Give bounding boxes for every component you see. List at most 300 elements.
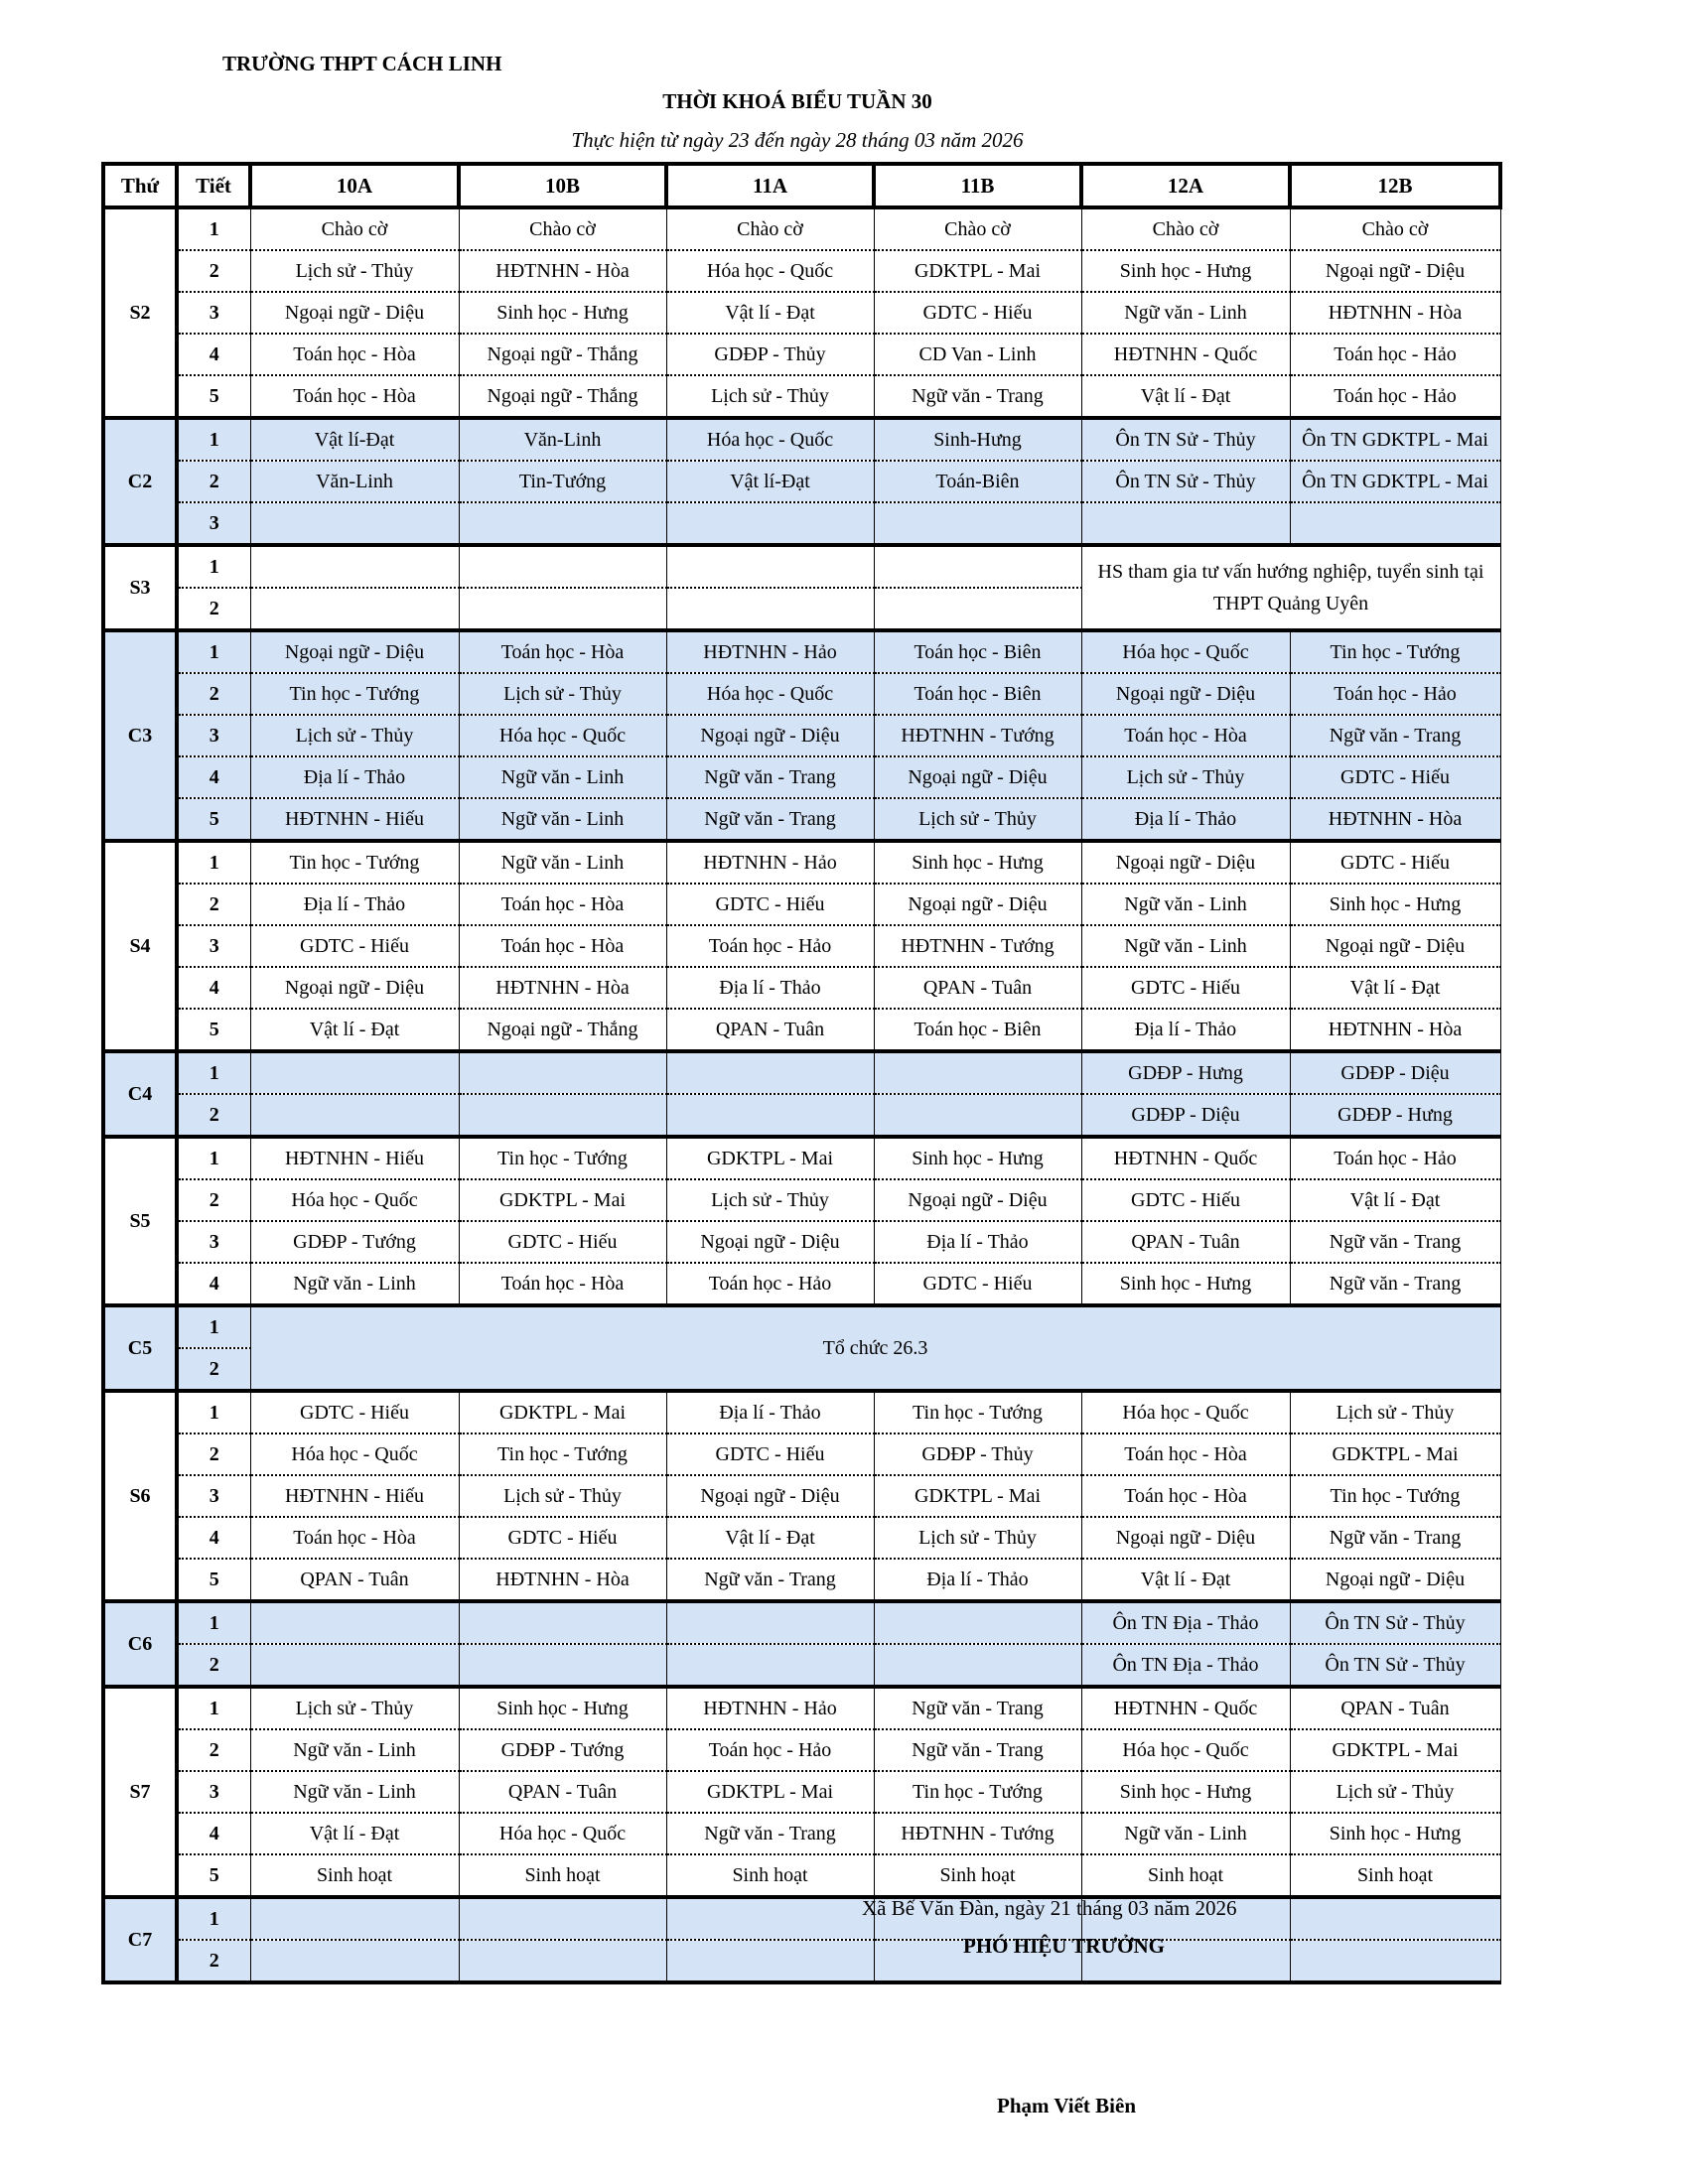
lesson-cell-12a: Vật lí - Đạt — [1081, 1559, 1290, 1601]
lesson-cell-11b: Toán học - Biên — [874, 1009, 1081, 1051]
lesson-cell-12b: Ngoại ngữ - Diệu — [1290, 250, 1500, 292]
lesson-cell-11b: Toán học - Biên — [874, 673, 1081, 715]
lesson-cell-10b: GDKTPL - Mai — [459, 1179, 666, 1221]
lesson-cell-10a: Lịch sử - Thủy — [250, 715, 459, 756]
lesson-cell-12a: GDĐP - Diệu — [1081, 1094, 1290, 1137]
lesson-cell-12b: Ngữ văn - Trang — [1290, 1263, 1500, 1305]
lesson-cell-11a — [666, 1601, 874, 1644]
lesson-cell-11b — [874, 588, 1081, 630]
lesson-cell-10b: Lịch sử - Thủy — [459, 1475, 666, 1517]
lesson-cell-10a: GDTC - Hiếu — [250, 925, 459, 967]
table-row — [103, 502, 1500, 545]
lesson-cell-10b — [459, 1601, 666, 1644]
lesson-cell-12b: Ngoại ngữ - Diệu — [1290, 925, 1500, 967]
period-number: 3 — [177, 292, 250, 334]
lesson-cell-12b: Tin học - Tướng — [1290, 1475, 1500, 1517]
lesson-cell-10a: Ngữ văn - Linh — [250, 1263, 459, 1305]
lesson-cell-11a — [666, 1897, 874, 1940]
table-row — [103, 715, 1500, 756]
lesson-cell-10a: Ngoại ngữ - Diệu — [250, 967, 459, 1009]
lesson-cell-11b: Tin học - Tướng — [874, 1391, 1081, 1433]
lesson-cell-10a — [250, 588, 459, 630]
day-label: C7 — [103, 1897, 177, 1982]
lesson-cell-11b: Sinh học - Hưng — [874, 1137, 1081, 1179]
lesson-cell-11b: QPAN - Tuân — [874, 967, 1081, 1009]
lesson-cell-12a: Ôn TN Địa - Thảo — [1081, 1644, 1290, 1687]
lesson-cell-11b: Ngữ văn - Trang — [874, 1687, 1081, 1729]
table-row — [103, 967, 1500, 1009]
table-row — [103, 1433, 1500, 1475]
period-number: 5 — [177, 375, 250, 418]
lesson-cell-12a: HĐTNHN - Quốc — [1081, 334, 1290, 375]
lesson-cell-11a: Ngữ văn - Trang — [666, 1813, 874, 1854]
lesson-cell-12a: Địa lí - Thảo — [1081, 798, 1290, 841]
school-name: TRƯỜNG THPT CÁCH LINH — [222, 52, 502, 75]
lesson-cell-11b: Toán học - Biên — [874, 630, 1081, 673]
lesson-cell-10a: Tin học - Tướng — [250, 673, 459, 715]
period-number: 1 — [177, 1305, 250, 1348]
lesson-cell-11b: HĐTNHN - Tướng — [874, 925, 1081, 967]
lesson-cell-10b: QPAN - Tuân — [459, 1771, 666, 1813]
lesson-cell-10a: Vật lí - Đạt — [250, 1813, 459, 1854]
lesson-cell-11b: Tin học - Tướng — [874, 1771, 1081, 1813]
lesson-cell-11a — [666, 1644, 874, 1687]
lesson-cell-11a: Vật lí - Đạt — [666, 292, 874, 334]
lesson-cell-11b: GDKTPL - Mai — [874, 1475, 1081, 1517]
lesson-cell-10a: Lịch sử - Thủy — [250, 1687, 459, 1729]
table-row — [103, 545, 1500, 588]
period-number: 2 — [177, 1729, 250, 1771]
period-number: 4 — [177, 1813, 250, 1854]
lesson-cell-12a: Vật lí - Đạt — [1081, 375, 1290, 418]
period-number: 1 — [177, 1687, 250, 1729]
lesson-cell-11b: GDKTPL - Mai — [874, 250, 1081, 292]
lesson-cell-11b: GDĐP - Thủy — [874, 1433, 1081, 1475]
lesson-cell-11a: GDTC - Hiếu — [666, 1433, 874, 1475]
table-row — [103, 673, 1500, 715]
lesson-cell-10b: GDTC - Hiếu — [459, 1517, 666, 1559]
period-number: 3 — [177, 925, 250, 967]
lesson-cell-11a: Toán học - Hảo — [666, 925, 874, 967]
lesson-cell-11b: GDTC - Hiếu — [874, 292, 1081, 334]
lesson-cell-11a: GDKTPL - Mai — [666, 1771, 874, 1813]
lesson-cell-12b: Ngữ văn - Trang — [1290, 715, 1500, 756]
period-number: 3 — [177, 502, 250, 545]
table-row — [103, 1517, 1500, 1559]
lesson-cell-12b: HĐTNHN - Hòa — [1290, 798, 1500, 841]
lesson-cell-10a — [250, 1940, 459, 1982]
lesson-cell-10a: HĐTNHN - Hiếu — [250, 798, 459, 841]
lesson-cell-10b: GDTC - Hiếu — [459, 1221, 666, 1263]
lesson-cell-11b: Ngữ văn - Trang — [874, 375, 1081, 418]
lesson-cell-11b: Địa lí - Thảo — [874, 1221, 1081, 1263]
table-row — [103, 1854, 1500, 1897]
lesson-cell-12b — [1290, 1940, 1500, 1982]
lesson-cell-12b: Lịch sử - Thủy — [1290, 1391, 1500, 1433]
lesson-cell-12a: GDĐP - Hưng — [1081, 1051, 1290, 1094]
lesson-cell-12a: Toán học - Hòa — [1081, 715, 1290, 756]
lesson-cell-12a: GDTC - Hiếu — [1081, 1179, 1290, 1221]
table-row — [103, 1263, 1500, 1305]
period-number: 3 — [177, 1221, 250, 1263]
table-row — [103, 461, 1500, 502]
lesson-cell-10a: Lịch sử - Thủy — [250, 250, 459, 292]
lesson-cell-10a: Hóa học - Quốc — [250, 1179, 459, 1221]
lesson-cell-10a: Ngữ văn - Linh — [250, 1729, 459, 1771]
lesson-cell-12b: QPAN - Tuân — [1290, 1687, 1500, 1729]
lesson-cell-11b: Lịch sử - Thủy — [874, 798, 1081, 841]
lesson-cell-12a: Ngoại ngữ - Diệu — [1081, 673, 1290, 715]
table-row — [103, 925, 1500, 967]
lesson-cell-10b: Hóa học - Quốc — [459, 715, 666, 756]
lesson-cell-12a: GDTC - Hiếu — [1081, 967, 1290, 1009]
lesson-cell-12a: Chào cờ — [1081, 207, 1290, 250]
lesson-cell-12b: Ôn TN GDKTPL - Mai — [1290, 418, 1500, 461]
lesson-cell-11b: HĐTNHN - Tướng — [874, 1813, 1081, 1854]
lesson-cell-11a: Hóa học - Quốc — [666, 418, 874, 461]
lesson-cell-10b: Sinh hoạt — [459, 1854, 666, 1897]
lesson-cell-12b: Toán học - Hảo — [1290, 375, 1500, 418]
lesson-cell-12b: Toán học - Hảo — [1290, 334, 1500, 375]
lesson-cell-10a: Văn-Linh — [250, 461, 459, 502]
lesson-cell-11a: Toán học - Hảo — [666, 1729, 874, 1771]
lesson-cell-11b — [874, 1601, 1081, 1644]
lesson-cell-10a: GDĐP - Tướng — [250, 1221, 459, 1263]
table-row — [103, 756, 1500, 798]
table-row — [103, 207, 1500, 250]
day-label: S6 — [103, 1391, 177, 1601]
timetable — [101, 162, 1502, 1984]
lesson-cell-10a: Toán học - Hòa — [250, 375, 459, 418]
lesson-cell-10a: HĐTNHN - Hiếu — [250, 1137, 459, 1179]
lesson-cell-12a: Toán học - Hòa — [1081, 1475, 1290, 1517]
day-label: C4 — [103, 1051, 177, 1137]
lesson-cell-12b: GDKTPL - Mai — [1290, 1433, 1500, 1475]
lesson-cell-10a: HĐTNHN - Hiếu — [250, 1475, 459, 1517]
lesson-cell-11a: Ngữ văn - Trang — [666, 756, 874, 798]
table-row — [103, 1771, 1500, 1813]
lesson-cell-10b: Sinh học - Hưng — [459, 1687, 666, 1729]
period-number: 5 — [177, 1009, 250, 1051]
lesson-cell-12b — [1290, 502, 1500, 545]
lesson-cell-11b: Sinh hoạt — [874, 1854, 1081, 1897]
lesson-cell-10b: GDĐP - Tướng — [459, 1729, 666, 1771]
table-row — [103, 1475, 1500, 1517]
lesson-cell-10b — [459, 545, 666, 588]
lesson-cell-11b: Sinh-Hưng — [874, 418, 1081, 461]
lesson-cell-12b: Toán học - Hảo — [1290, 673, 1500, 715]
lesson-cell-12b: Ngữ văn - Trang — [1290, 1221, 1500, 1263]
table-row — [103, 375, 1500, 418]
lesson-cell-11b — [874, 502, 1081, 545]
lesson-cell-12b: Ôn TN Sử - Thủy — [1290, 1644, 1500, 1687]
lesson-cell-10a: Tin học - Tướng — [250, 841, 459, 884]
col-header-12b: 12B — [1290, 164, 1500, 207]
lesson-cell-12b: HĐTNHN - Hòa — [1290, 1009, 1500, 1051]
lesson-cell-10a — [250, 1051, 459, 1094]
lesson-cell-10b: Lịch sử - Thủy — [459, 673, 666, 715]
table-row — [103, 1729, 1500, 1771]
day-label: C6 — [103, 1601, 177, 1687]
day-label: C2 — [103, 418, 177, 545]
period-number: 4 — [177, 756, 250, 798]
lesson-cell-11b: Ngữ văn - Trang — [874, 1729, 1081, 1771]
lesson-cell-12b: Ngoại ngữ - Diệu — [1290, 1559, 1500, 1601]
lesson-cell-10b: Tin-Tướng — [459, 461, 666, 502]
table-row — [103, 1094, 1500, 1137]
lesson-cell-11a: GDKTPL - Mai — [666, 1137, 874, 1179]
lesson-cell-10b: HĐTNHN - Hòa — [459, 1559, 666, 1601]
lesson-cell-11b — [874, 545, 1081, 588]
table-row — [103, 1687, 1500, 1729]
lesson-cell-11a: Hóa học - Quốc — [666, 673, 874, 715]
lesson-cell-10b: Toán học - Hòa — [459, 1263, 666, 1305]
period-number: 2 — [177, 1644, 250, 1687]
lesson-cell-11a — [666, 1094, 874, 1137]
period-number: 1 — [177, 630, 250, 673]
table-row — [103, 1391, 1500, 1433]
period-number: 2 — [177, 884, 250, 925]
lesson-cell-10a: Vật lí - Đạt — [250, 1009, 459, 1051]
lesson-cell-12a: HĐTNHN - Quốc — [1081, 1687, 1290, 1729]
period-number: 2 — [177, 1433, 250, 1475]
period-number: 3 — [177, 1771, 250, 1813]
signer-name: Phạm Viết Biên — [997, 2094, 1136, 2117]
table-row — [103, 1179, 1500, 1221]
lesson-cell-11a: Lịch sử - Thủy — [666, 1179, 874, 1221]
lesson-cell-11a: Vật lí-Đạt — [666, 461, 874, 502]
lesson-cell-10b: Hóa học - Quốc — [459, 1813, 666, 1854]
period-number: 2 — [177, 1348, 250, 1391]
lesson-cell-11a: Sinh hoạt — [666, 1854, 874, 1897]
day-label: S5 — [103, 1137, 177, 1305]
lesson-cell-12b: Ngữ văn - Trang — [1290, 1517, 1500, 1559]
lesson-cell-12a: Toán học - Hòa — [1081, 1433, 1290, 1475]
day-label: S3 — [103, 545, 177, 630]
lesson-cell-12b: Vật lí - Đạt — [1290, 1179, 1500, 1221]
lesson-cell-10a — [250, 502, 459, 545]
lesson-cell-12b: Vật lí - Đạt — [1290, 967, 1500, 1009]
timetable-title: THỜI KHOÁ BIỂU TUẦN 30 — [662, 89, 932, 113]
lesson-cell-12a: Lịch sử - Thủy — [1081, 756, 1290, 798]
lesson-cell-12a: Hóa học - Quốc — [1081, 1391, 1290, 1433]
lesson-cell-11a: Hóa học - Quốc — [666, 250, 874, 292]
lesson-cell-12a: Địa lí - Thảo — [1081, 1009, 1290, 1051]
table-row — [103, 292, 1500, 334]
col-header-period: Tiết — [177, 164, 250, 207]
lesson-cell-11a: QPAN - Tuân — [666, 1009, 874, 1051]
lesson-cell-11b: Địa lí - Thảo — [874, 1559, 1081, 1601]
lesson-cell-12b: Ôn TN GDKTPL - Mai — [1290, 461, 1500, 502]
lesson-cell-12b: Sinh hoạt — [1290, 1854, 1500, 1897]
day-label: S7 — [103, 1687, 177, 1897]
lesson-cell-10a: Toán học - Hòa — [250, 334, 459, 375]
lesson-cell-10b — [459, 588, 666, 630]
lesson-cell-12a: Ngữ văn - Linh — [1081, 925, 1290, 967]
lesson-cell-12a: Ôn TN Sử - Thủy — [1081, 461, 1290, 502]
lesson-cell-10b — [459, 1644, 666, 1687]
lesson-cell-12a: Sinh học - Hưng — [1081, 1771, 1290, 1813]
period-number: 2 — [177, 250, 250, 292]
period-number: 1 — [177, 1137, 250, 1179]
lesson-cell-10b — [459, 1051, 666, 1094]
table-row — [103, 1897, 1500, 1940]
lesson-cell-11a: HĐTNHN - Hảo — [666, 1687, 874, 1729]
period-number: 2 — [177, 1094, 250, 1137]
period-number: 1 — [177, 1391, 250, 1433]
lesson-cell-11a: Vật lí - Đạt — [666, 1517, 874, 1559]
lesson-cell-10b: Ngữ văn - Linh — [459, 756, 666, 798]
lesson-cell-10b: GDKTPL - Mai — [459, 1391, 666, 1433]
table-row — [103, 884, 1500, 925]
table-row — [103, 1051, 1500, 1094]
lesson-cell-12b: HĐTNHN - Hòa — [1290, 292, 1500, 334]
table-row — [103, 250, 1500, 292]
lesson-cell-10b: Tin học - Tướng — [459, 1137, 666, 1179]
lesson-cell-12a: Hóa học - Quốc — [1081, 630, 1290, 673]
lesson-cell-10a: Ngoại ngữ - Diệu — [250, 292, 459, 334]
lesson-cell-11a: GDĐP - Thủy — [666, 334, 874, 375]
lesson-cell-10a: Ngoại ngữ - Diệu — [250, 630, 459, 673]
lesson-cell-12a: Sinh hoạt — [1081, 1854, 1290, 1897]
lesson-cell-10b — [459, 1897, 666, 1940]
lesson-cell-12b: Sinh học - Hưng — [1290, 884, 1500, 925]
timetable-subtitle: Thực hiện từ ngày 23 đến ngày 28 tháng 03 năm 2026 — [571, 128, 1024, 152]
lesson-cell-12b: Toán học - Hảo — [1290, 1137, 1500, 1179]
lesson-cell-11a: Địa lí - Thảo — [666, 1391, 874, 1433]
lesson-cell-10a: QPAN - Tuân — [250, 1559, 459, 1601]
lesson-cell-12a: Ngữ văn - Linh — [1081, 292, 1290, 334]
lesson-cell-12a: Ôn TN Địa - Thảo — [1081, 1601, 1290, 1644]
lesson-cell-11b — [874, 1644, 1081, 1687]
lesson-cell-12a: Hóa học - Quốc — [1081, 1729, 1290, 1771]
lesson-cell-11a: HĐTNHN - Hảo — [666, 630, 874, 673]
lesson-cell-10b — [459, 1940, 666, 1982]
lesson-cell-12b: GDTC - Hiếu — [1290, 841, 1500, 884]
lesson-cell-12a: Ngoại ngữ - Diệu — [1081, 841, 1290, 884]
lesson-cell-10b: Toán học - Hòa — [459, 884, 666, 925]
period-number: 5 — [177, 798, 250, 841]
lesson-cell-10a: Ngữ văn - Linh — [250, 1771, 459, 1813]
lesson-cell-10b: Ngữ văn - Linh — [459, 798, 666, 841]
lesson-cell-12b — [1290, 1897, 1500, 1940]
period-number: 4 — [177, 1263, 250, 1305]
table-row — [103, 334, 1500, 375]
period-number: 1 — [177, 207, 250, 250]
lesson-cell-12a: Sinh học - Hưng — [1081, 250, 1290, 292]
period-number: 1 — [177, 841, 250, 884]
lesson-cell-11a: Toán học - Hảo — [666, 1263, 874, 1305]
lesson-cell-10a: Vật lí-Đạt — [250, 418, 459, 461]
lesson-cell-11b: GDTC - Hiếu — [874, 1263, 1081, 1305]
lesson-cell-10b: Tin học - Tướng — [459, 1433, 666, 1475]
lesson-cell-12a: QPAN - Tuân — [1081, 1221, 1290, 1263]
table-row — [103, 1940, 1500, 1982]
lesson-cell-11a: GDTC - Hiếu — [666, 884, 874, 925]
lesson-cell-10a — [250, 545, 459, 588]
day-label: S4 — [103, 841, 177, 1051]
period-number: 1 — [177, 1897, 250, 1940]
period-number: 2 — [177, 1179, 250, 1221]
place-date: Xã Bế Văn Đàn, ngày 21 tháng 03 năm 2026 — [862, 1896, 1237, 1920]
lesson-cell-12a — [1081, 502, 1290, 545]
lesson-cell-11a — [666, 502, 874, 545]
period-number: 5 — [177, 1559, 250, 1601]
lesson-cell-10a — [250, 1897, 459, 1940]
lesson-cell-11b: Ngoại ngữ - Diệu — [874, 756, 1081, 798]
lesson-cell-10b: Ngoại ngữ - Thắng — [459, 334, 666, 375]
header-row — [103, 164, 1500, 207]
lesson-cell-11b: Lịch sử - Thủy — [874, 1517, 1081, 1559]
lesson-cell-12b: Tin học - Tướng — [1290, 630, 1500, 673]
lesson-cell-11b: Ngoại ngữ - Diệu — [874, 884, 1081, 925]
lesson-cell-11b: Sinh học - Hưng — [874, 841, 1081, 884]
period-number: 1 — [177, 1051, 250, 1094]
lesson-cell-12a: Ngữ văn - Linh — [1081, 1813, 1290, 1854]
lesson-cell-10b: Ngữ văn - Linh — [459, 841, 666, 884]
lesson-cell-11b — [874, 1051, 1081, 1094]
lesson-cell-11a: Ngữ văn - Trang — [666, 1559, 874, 1601]
table-row — [103, 1644, 1500, 1687]
table-row — [103, 1137, 1500, 1179]
lesson-cell-10a — [250, 1094, 459, 1137]
note-cell: HS tham gia tư vấn hướng nghiệp, tuyển sinh tại THPT Quảng Uyên — [1081, 545, 1500, 630]
lesson-cell-10a — [250, 1644, 459, 1687]
lesson-cell-12a: Ngữ văn - Linh — [1081, 884, 1290, 925]
lesson-cell-10b: Ngoại ngữ - Thắng — [459, 1009, 666, 1051]
col-header-day: Thứ — [103, 164, 177, 207]
lesson-cell-10b: Toán học - Hòa — [459, 925, 666, 967]
lesson-cell-11a: Ngoại ngữ - Diệu — [666, 1221, 874, 1263]
lesson-cell-11a: Ngữ văn - Trang — [666, 798, 874, 841]
table-row — [103, 1009, 1500, 1051]
lesson-cell-10b — [459, 502, 666, 545]
period-number: 1 — [177, 1601, 250, 1644]
signer-role: PHÓ HIỆU TRƯỞNG — [963, 1934, 1166, 1958]
lesson-cell-12a: HĐTNHN - Quốc — [1081, 1137, 1290, 1179]
period-number: 1 — [177, 418, 250, 461]
lesson-cell-11a — [666, 1940, 874, 1982]
lesson-cell-11a: Địa lí - Thảo — [666, 967, 874, 1009]
day-label: C3 — [103, 630, 177, 841]
lesson-cell-11b: Ngoại ngữ - Diệu — [874, 1179, 1081, 1221]
period-number: 4 — [177, 334, 250, 375]
lesson-cell-11b — [874, 1094, 1081, 1137]
table-row — [103, 1559, 1500, 1601]
lesson-cell-11b: Chào cờ — [874, 207, 1081, 250]
lesson-cell-10a: Địa lí - Thảo — [250, 756, 459, 798]
period-number: 2 — [177, 588, 250, 630]
period-number: 3 — [177, 715, 250, 756]
lesson-cell-10a — [250, 1601, 459, 1644]
lesson-cell-10a: Sinh hoạt — [250, 1854, 459, 1897]
table-row — [103, 1601, 1500, 1644]
lesson-cell-10b: Toán học - Hòa — [459, 630, 666, 673]
period-number: 2 — [177, 1940, 250, 1982]
period-number: 1 — [177, 545, 250, 588]
lesson-cell-10a: GDTC - Hiếu — [250, 1391, 459, 1433]
lesson-cell-12b: GDTC - Hiếu — [1290, 756, 1500, 798]
lesson-cell-11a: HĐTNHN - Hảo — [666, 841, 874, 884]
col-header-11a: 11A — [666, 164, 874, 207]
lesson-cell-10b: Sinh học - Hưng — [459, 292, 666, 334]
lesson-cell-12a: Sinh học - Hưng — [1081, 1263, 1290, 1305]
lesson-cell-11a: Ngoại ngữ - Diệu — [666, 715, 874, 756]
col-header-10b: 10B — [459, 164, 666, 207]
table-row — [103, 798, 1500, 841]
lesson-cell-10a: Hóa học - Quốc — [250, 1433, 459, 1475]
lesson-cell-12a: Ngoại ngữ - Diệu — [1081, 1517, 1290, 1559]
